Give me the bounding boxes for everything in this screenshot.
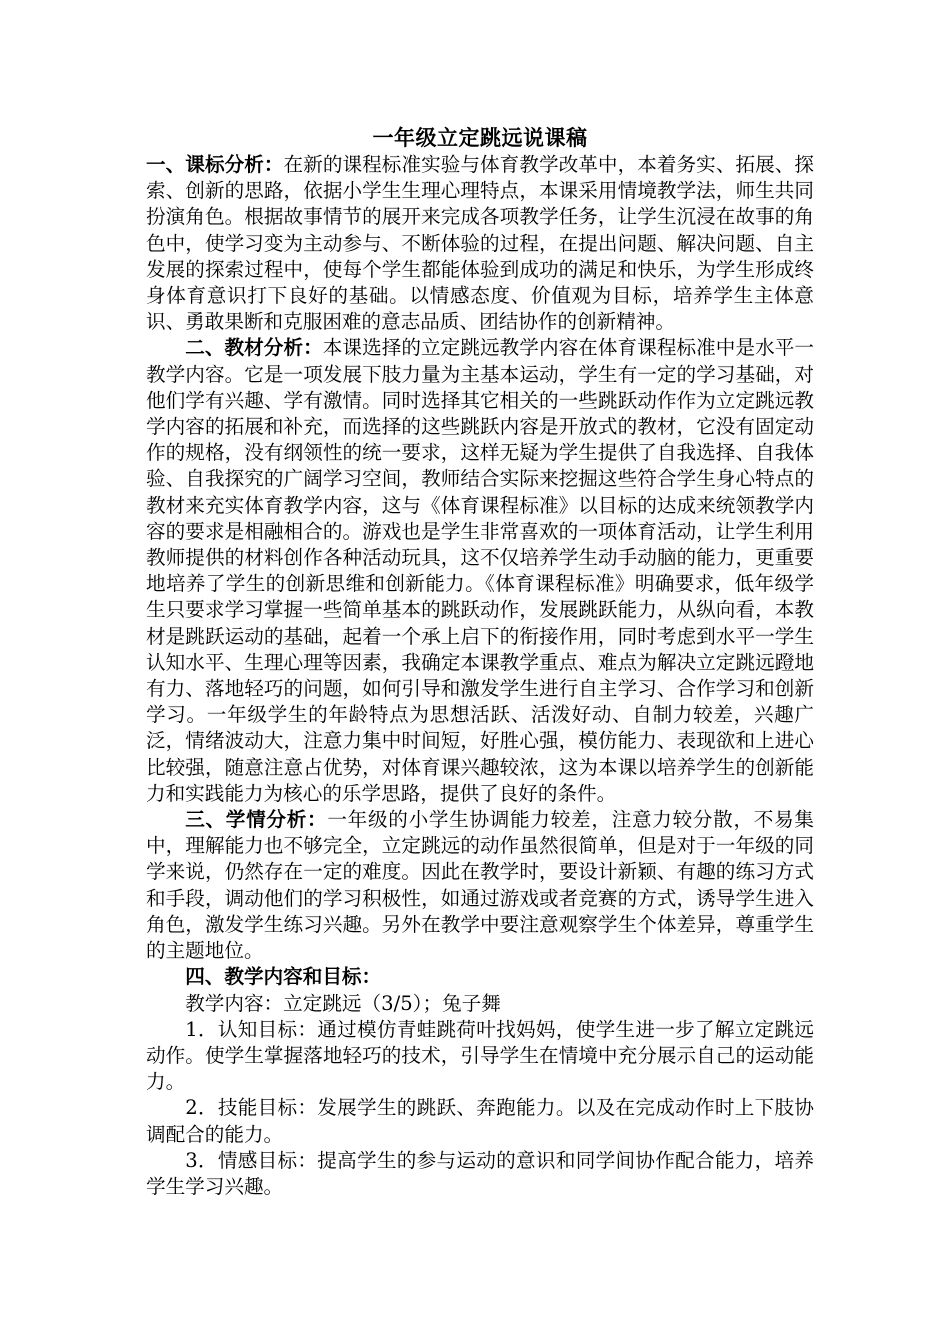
section-content-and-goals [146, 964, 814, 990]
section-body: 在新的课程标准实验与体育教学改革中，本着务实、拓展、探索、创新的思路，依据小学生生理心理特点，本课采用情境教学法，师生共同扮演角色。根据故事情节的展开来完成各项教学任务，让学生沉浸在故事的角色中，使学习变为主动参与、不断体验的过程，在提出问题、解决问题、自主发展的探索过程中，使每个学生都能体验到成功的满足和快乐，为学生形成终身体育意识打下良好的基础。以情感态度、价值观为目标，培养学生主体意识、勇敢果断和克服困难的意志品质、团结协作的创新精神。 [146, 153, 815, 334]
section-body: 一年级的小学生协调能力较差，注意力较分散，不易集中，理解能力也不够完全，立定跳远的动作虽然很简单，但是对于一年级的同学来说，仍然存在一定的难度。因此在教学时，要设计新颖、有趣的练习方式和手段，调动他们的学习积极性，如通过游戏或者竞赛的方式，诱导学生进入角色，激发学生练习兴趣。另外在教学中要注意观察学生个体差异，尊重学生的主题地位。 [146, 808, 815, 963]
section-textbook-analysis [146, 335, 814, 807]
section-heading: 四、教学内容和目标： [185, 965, 382, 989]
goal-skill: 2．技能目标：发展学生的跳跃、奔跑能力。以及在完成动作时上下肢协调配合的能力。 [146, 1096, 814, 1146]
teaching-content-line: 教学内容：立定跳远（3/5）；兔子舞 [185, 991, 501, 1015]
section-heading: 三、学情分析： [185, 808, 328, 832]
section-student-analysis [146, 807, 814, 964]
section-heading: 二、教材分析： [185, 336, 323, 360]
section-heading: 一、课标分析： [146, 153, 284, 176]
section-body: 本课选择的立定跳远教学内容在体育课程标准中是水平一教学内容。它是一项发展下肢力量为主基本运动，学生有一定的学习基础，对他们学有兴趣、学有激情。同时选择其它相关的一些跳跃动作作为立定跳远教学内容的拓展和补充，而选择的这些跳跃内容是开放式的教材，它没有固定动作的规格，没有纲领性的统一要求，这样无疑为学生提供了自我选择、自我体验、自我探究的广阔学习空间，教师结合实际来挖掘这些符合学生身心特点的教材来充实体育教学内容，这与《体育课程标准》以目标的达成来统领教学内容的要求是相融相合的。游戏也是学生非常喜欢的一项体育活动，让学生利用教师提供的材料创作各种活动玩具，这不仅培养学生动手动脑的能力，更重要地培养了学生的创新思维和创新能力。《体育课程标准》明确要求，低年级学生只要求学习掌握一些简单基本的跳跃动作，发展跳跃能力，从纵向看，本教材是跳跃运动的基础，起着一个承上启下的衔接作用，同时考虑到水平一学生认知水平、生理心理等因素，我确定本课教学重点、难点为解决立定跳远蹬地有力、落地轻巧的问题，如何引导和激发学生进行自主学习、合作学习和创新学习。一年级学生的年龄特点为思想活跃、活泼好动、自制力较差，兴趣广泛，情绪波动大，注意力集中时间短，好胜心强，模仿能力、表现欲和上进心比较强，随意注意占优势，对体育课兴趣较浓，这为本课以培养学生的创新能力和实践能力为核心的乐学思路，提供了良好的条件。 [146, 336, 815, 805]
document-title: 一年级立定跳远说课稿 [372, 125, 588, 150]
document-page [146, 124, 814, 1200]
goal-cognitive: 1．认知目标：通过模仿青蛙跳荷叶找妈妈，使学生进一步了解立定跳远动作。使学生掌握落地轻巧的技术，引导学生在情境中充分展示自己的运动能力。 [146, 1017, 814, 1094]
section-curriculum-analysis [146, 152, 814, 335]
goal-emotional: 3．情感目标：提高学生的参与运动的意识和同学间协作配合能力，培养学生学习兴趣。 [146, 1148, 814, 1198]
